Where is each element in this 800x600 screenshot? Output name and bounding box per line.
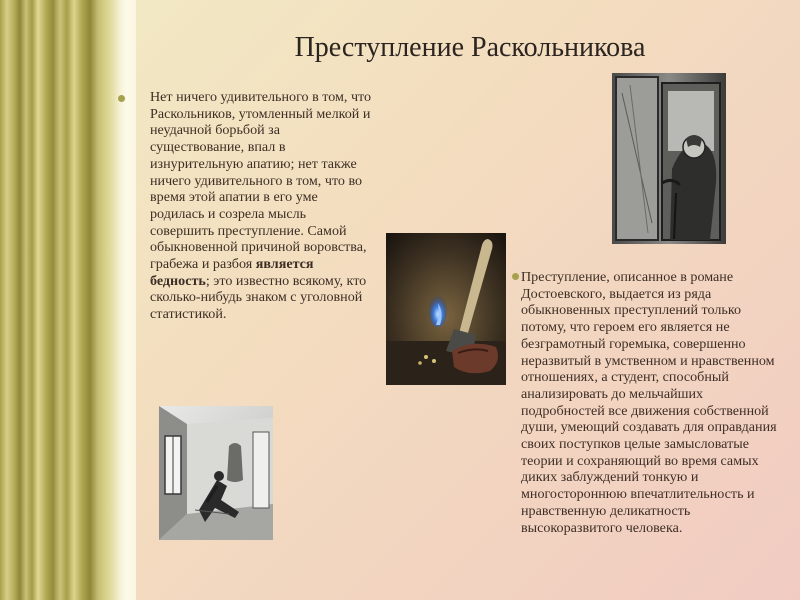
left-paragraph-text: Нет ничего удивительного в том, что Раскольников, утомленный мелкой и неудачной борьбой за существование, впал в изнурительную апатию; нет также ничего удивительного в том, что во время этой апатии в его уме родилась и созрела мысль совершить преступление. Самой обыкновенной причиной воровства, грабежа и разбоя [150, 89, 372, 273]
bullet-left [118, 95, 125, 102]
room-illustration [159, 406, 273, 540]
doorway-figure-illustration [612, 73, 726, 244]
left-paragraph [150, 89, 372, 323]
bullet-right [512, 273, 519, 280]
slide-title: Преступление Раскольникова [294, 32, 646, 63]
curtain-decoration [0, 0, 136, 600]
left-paragraph-bold: является бедность [150, 256, 314, 289]
right-paragraph: Преступление, описанное в романе Достоевского, выдается из ряда обыкновенных преступлений только потому, что героем его является не безграмотный горемыка, совершенно неразвитый в умственном и нравственном отношениях, а студент, способный анализировать до мельчайших подробностей все движения собственной души, умеющий создавать для оправдания своих поступков целые замысловатые теории и сохраняющий во время самых диких заблуждений тонкую и многостороннюю впечатлительность и нравственную деликатность высокоразвитого человека. [521, 269, 777, 536]
axe-still-life-illustration [386, 233, 506, 385]
left-paragraph-text-end: ; это известно всякому, кто сколько-нибудь знаком с уголовной статистикой. [150, 272, 367, 323]
